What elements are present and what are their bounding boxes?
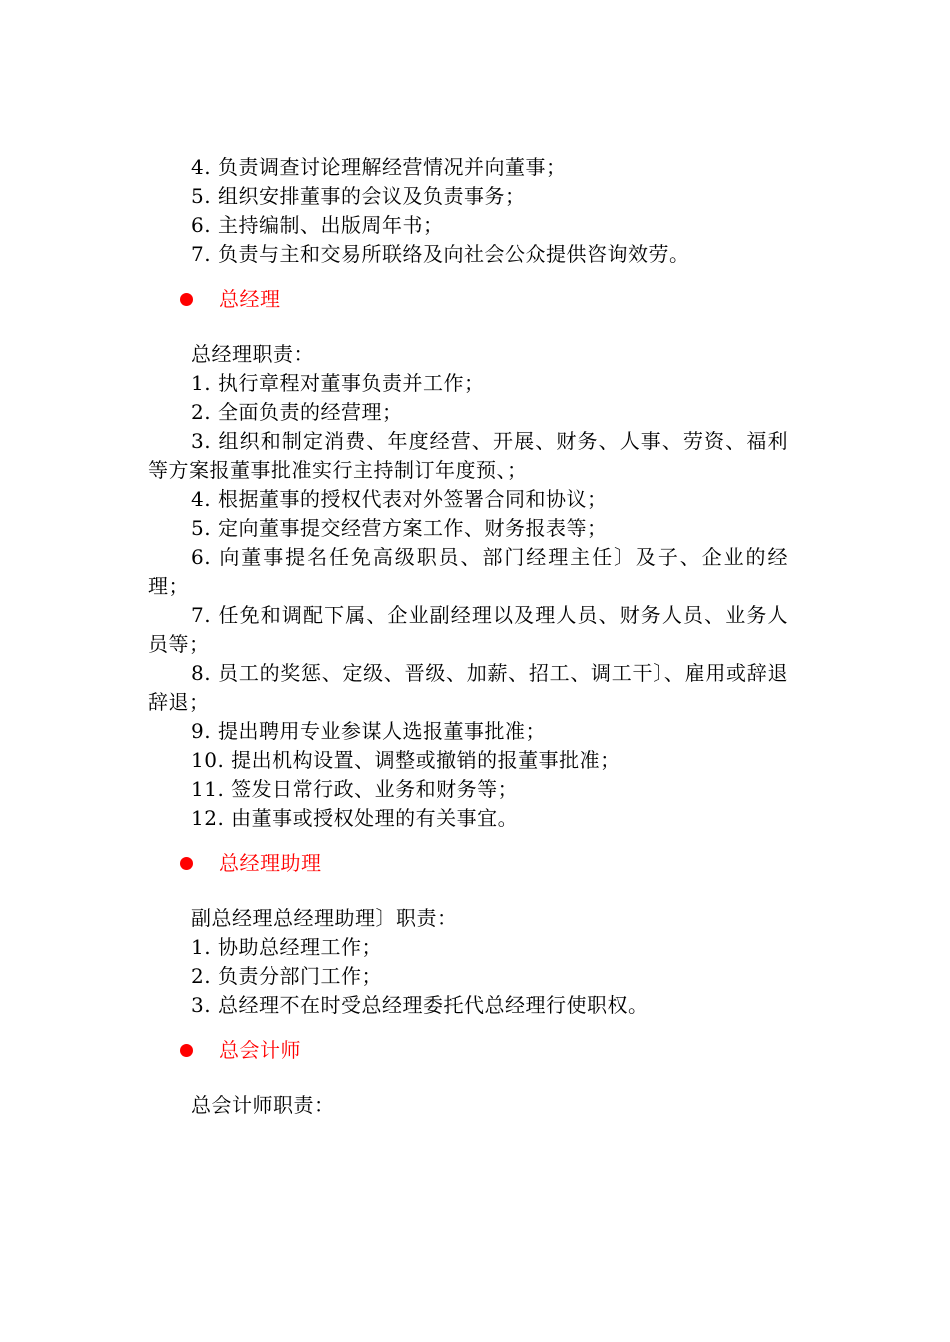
list-item: 6. 向董事提名任免高级职员、部门经理主任〕及子、企业的经理； bbox=[148, 545, 788, 598]
section-general-manager bbox=[148, 340, 788, 833]
list-item: 1. 执行章程对董事负责并工作； bbox=[191, 371, 485, 395]
section-heading-gm-assistant bbox=[148, 849, 788, 878]
section-heading-chief-accountant bbox=[148, 1036, 788, 1065]
section-chief-accountant bbox=[148, 1091, 788, 1120]
list-item: 11. 签发日常行政、业务和财务等； bbox=[191, 777, 519, 801]
bullet-dot-icon bbox=[180, 1044, 193, 1057]
document-page bbox=[148, 153, 788, 1120]
section-intro: 总会计师职责： bbox=[191, 1093, 335, 1117]
list-item: 7. 任免和调配下属、企业副经理以及理人员、财务人员、业务人员等； bbox=[148, 603, 788, 656]
bullet-dot-icon bbox=[180, 857, 193, 870]
list-item: 2. 全面负责的经营理； bbox=[191, 400, 403, 424]
list-item: 10. 提出机构设置、调整或撤销的报董事批准； bbox=[191, 748, 621, 772]
section-intro: 副总经理总经理助理〕职责： bbox=[191, 906, 458, 930]
list-item: 6. 主持编制、出版周年书； bbox=[191, 213, 444, 237]
section-heading-general-manager bbox=[148, 285, 788, 314]
heading-text: 总经理 bbox=[219, 287, 281, 311]
list-item: 3. 组织和制定消费、年度经营、开展、财务、人事、劳资、福利等方案报董事批准实行主持制订年度预、； bbox=[148, 429, 788, 482]
list-item: 1. 协助总经理工作； bbox=[191, 935, 382, 959]
list-item: 8. 员工的奖惩、定级、晋级、加薪、招工、调工干〕、雇用或辞退辞退； bbox=[148, 661, 788, 714]
section-gm-assistant bbox=[148, 904, 788, 1020]
section-board-secretary-continued bbox=[148, 153, 788, 269]
list-item: 12. 由董事或授权处理的有关事宜。 bbox=[191, 806, 519, 830]
heading-text: 总会计师 bbox=[219, 1038, 301, 1062]
bullet-dot-icon bbox=[180, 293, 193, 306]
list-item: 2. 负责分部门工作； bbox=[191, 964, 382, 988]
list-item: 7. 负责与主和交易所联络及向社会公众提供咨询效劳。 bbox=[191, 242, 690, 266]
list-item: 5. 定向董事提交经营方案工作、财务报表等； bbox=[191, 516, 608, 540]
section-intro: 总经理职责： bbox=[191, 342, 314, 366]
list-item: 5. 组织安排董事的会议及负责事务； bbox=[191, 184, 526, 208]
list-item: 4. 根据董事的授权代表对外签署合同和协议； bbox=[191, 487, 608, 511]
heading-text: 总经理助理 bbox=[219, 851, 322, 875]
list-item: 4. 负责调查讨论理解经营情况并向董事； bbox=[191, 155, 567, 179]
list-item: 3. 总经理不在时受总经理委托代总经理行使职权。 bbox=[191, 993, 649, 1017]
list-item: 9. 提出聘用专业参谋人选报董事批准； bbox=[191, 719, 546, 743]
